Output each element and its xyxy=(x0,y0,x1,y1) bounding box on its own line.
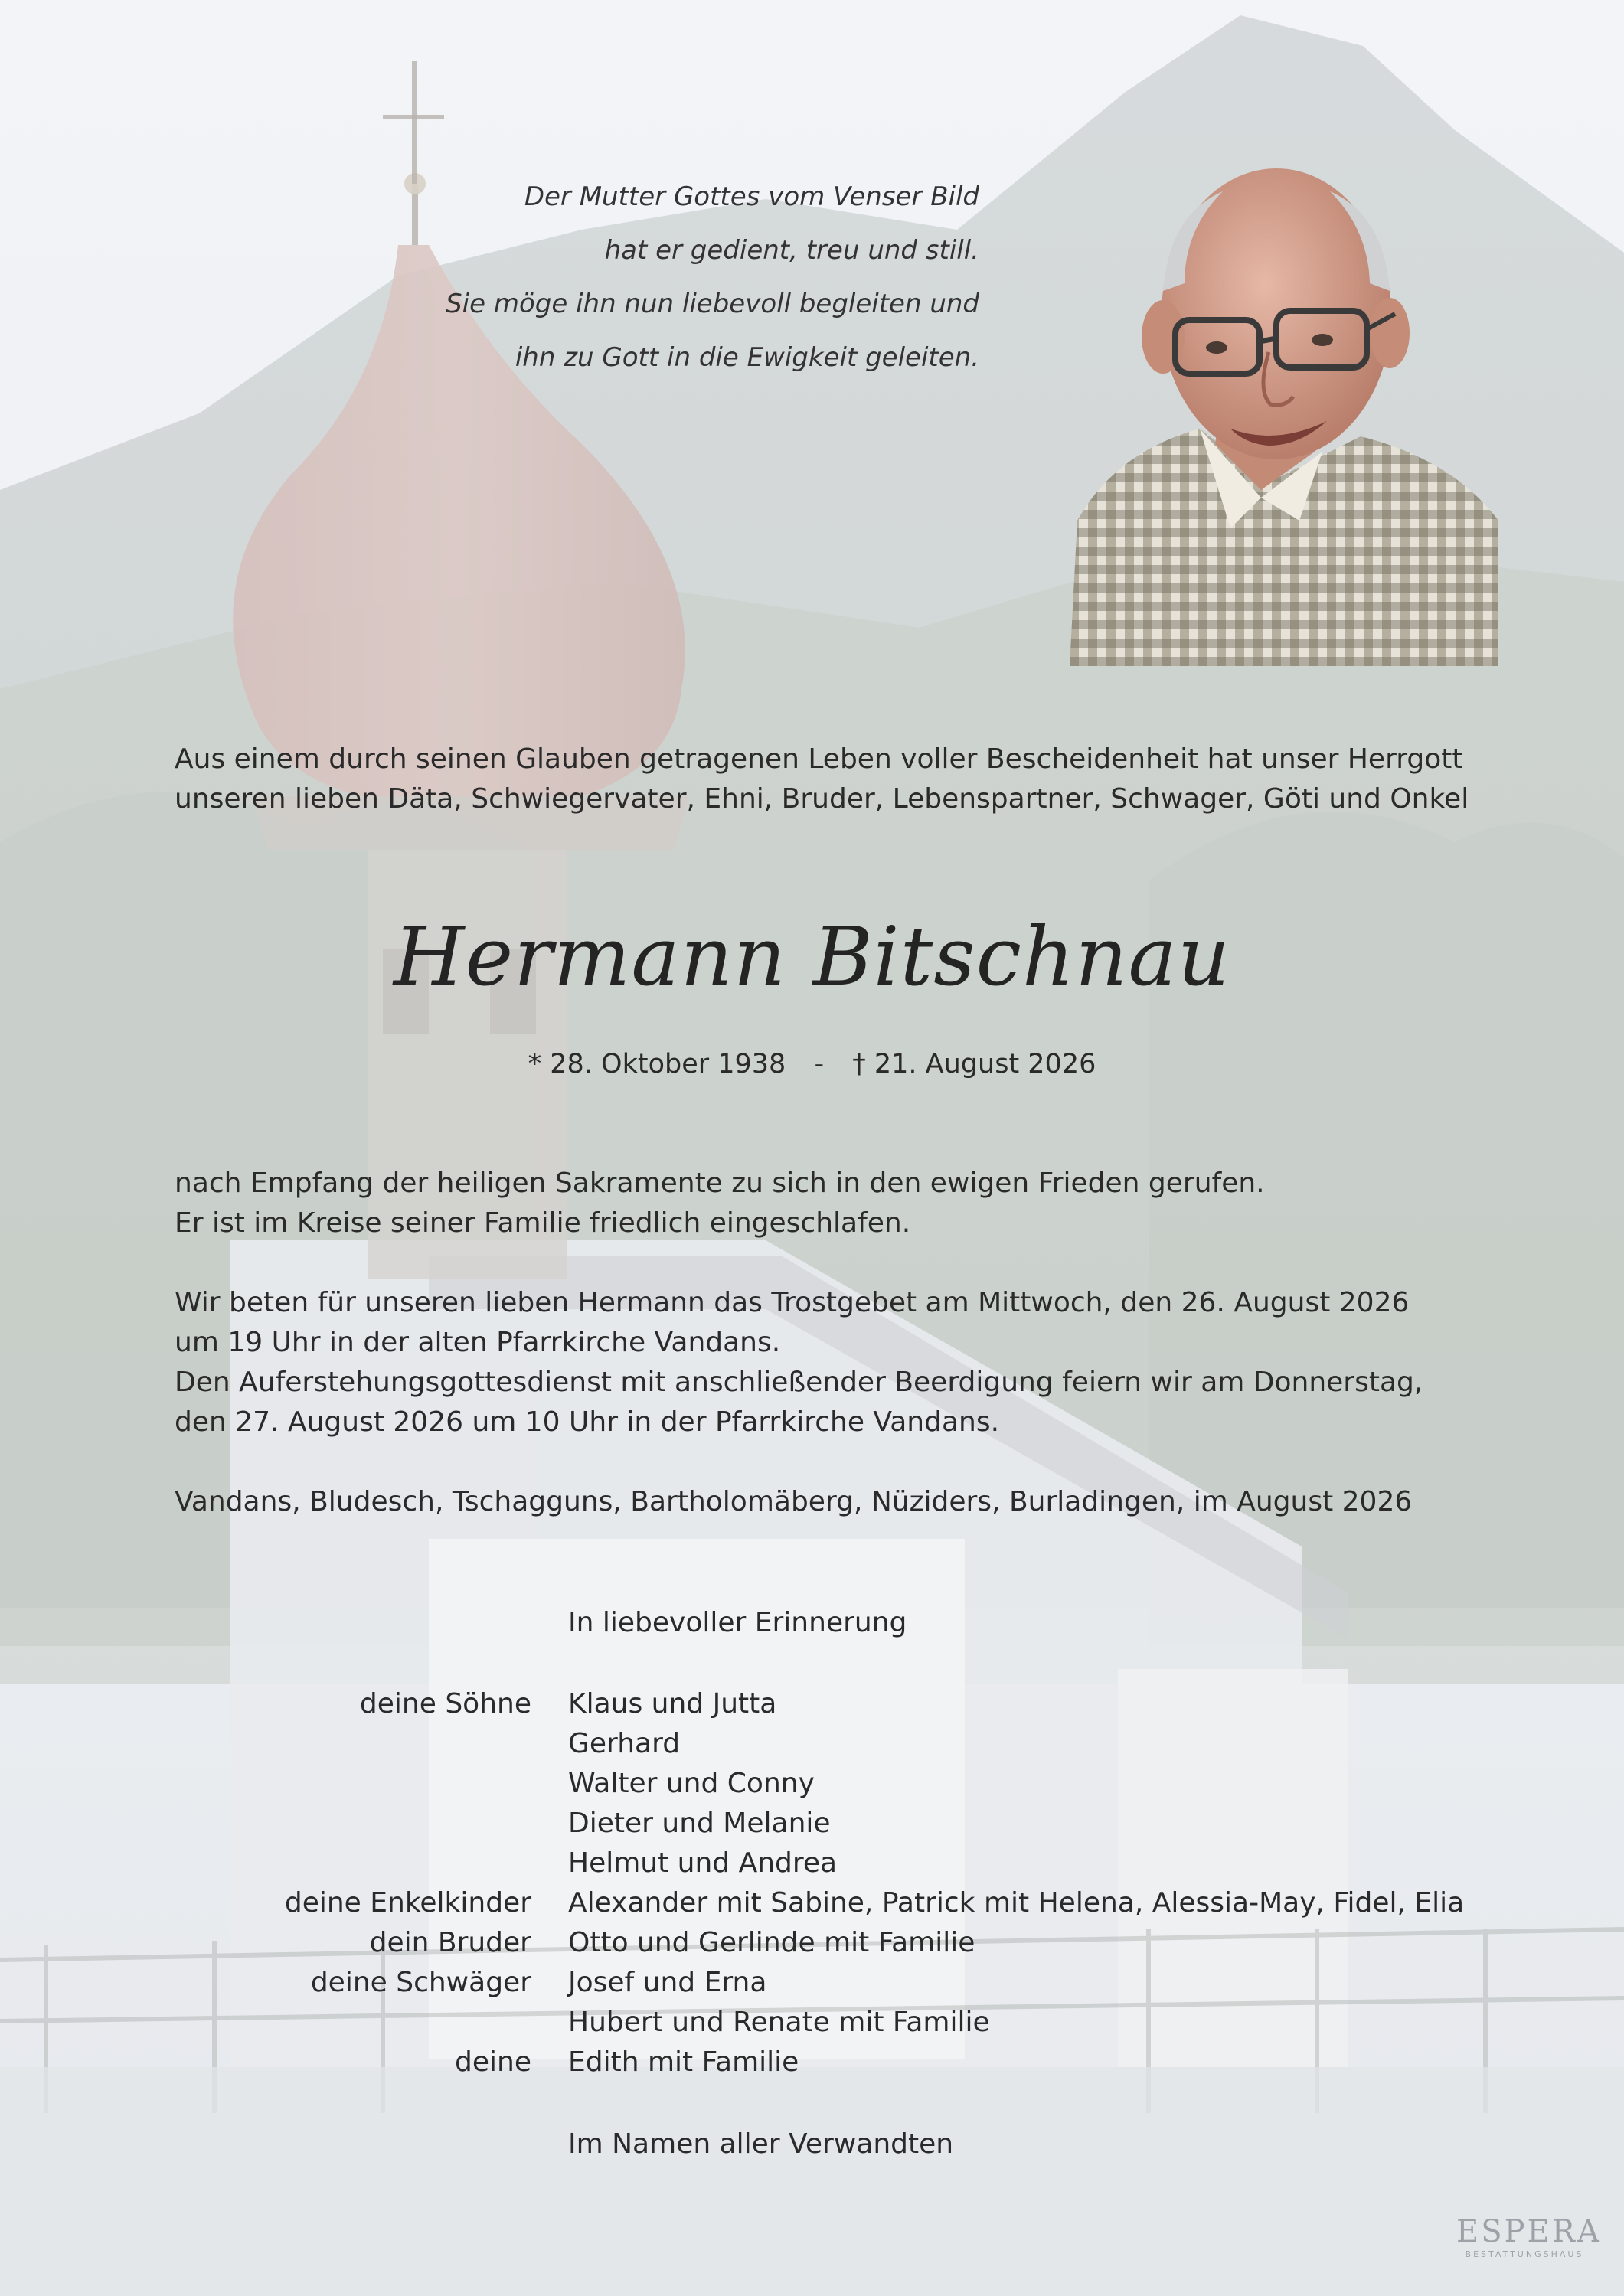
date-separator: - xyxy=(814,1049,825,1079)
mourner-row xyxy=(0,1684,1624,1724)
mourner-row xyxy=(0,2043,1624,2082)
body-line: Wir beten für unseren lieben Hermann das Trostgebet am Mittwoch, den 26. August 2026 xyxy=(175,1287,1410,1318)
intro-line: Aus einem durch seinen Glauben getragenen Leben voller Bescheidenheit hat unser Herrgott xyxy=(175,743,1463,775)
body-line: um 19 Uhr in der alten Pfarrkirche Vandans. xyxy=(175,1327,781,1358)
body-line: Er ist im Kreise seiner Familie friedlich eingeschlafen. xyxy=(175,1207,911,1239)
mourner-row xyxy=(0,1963,1624,2003)
death-date: † 21. August 2026 xyxy=(852,1049,1096,1079)
mourner-names: Dieter und Melanie xyxy=(568,1808,831,1839)
memory-heading: In liebevoller Erinnerung xyxy=(568,1607,907,1638)
mourner-relation: deine Schwäger xyxy=(310,1967,531,1998)
mourner-names: Helmut und Andrea xyxy=(568,1847,838,1879)
portrait-photo xyxy=(1070,161,1498,666)
mourner-relation: deine Enkelkinder xyxy=(284,1887,531,1919)
paragraph-gap xyxy=(175,1243,1537,1283)
intro-line: unseren lieben Däta, Schwiegervater, Ehni, Bruder, Lebenspartner, Schwager, Göti und Onkel xyxy=(175,783,1469,815)
deceased-name: Hermann Bitschnau xyxy=(394,910,1230,1004)
poem-line: hat er gedient, treu und still. xyxy=(604,235,979,266)
mourner-row xyxy=(0,1844,1624,1883)
mourner-names: Otto und Gerlinde mit Familie xyxy=(568,1927,975,1958)
mourner-names: Gerhard xyxy=(568,1728,681,1759)
closing-line: Im Namen aller Verwandten xyxy=(568,2128,954,2160)
mourner-names: Walter und Conny xyxy=(568,1768,815,1799)
poem-line: ihn zu Gott in die Ewigkeit geleiten. xyxy=(515,342,979,373)
mourner-row xyxy=(0,2003,1624,2043)
portrait-icon xyxy=(1070,161,1498,666)
mourner-row xyxy=(0,1724,1624,1764)
mourner-names: Edith mit Familie xyxy=(568,2046,799,2078)
mourner-relation: deine xyxy=(455,2046,531,2078)
mourner-names: Hubert und Renate mit Familie xyxy=(568,2007,990,2038)
poem-line: Sie möge ihn nun liebevoll begleiten und xyxy=(446,289,979,319)
mourner-row xyxy=(0,1804,1624,1844)
logo-name: ESPERA xyxy=(1456,2214,1602,2249)
poem-line: Der Mutter Gottes vom Venser Bild xyxy=(524,181,979,212)
body-line: nach Empfang der heiligen Sakramente zu sich in den ewigen Frieden gerufen. xyxy=(175,1168,1265,1199)
mourner-row xyxy=(0,1923,1624,1963)
mourner-row xyxy=(0,1764,1624,1804)
paragraph-gap xyxy=(175,1442,1537,1482)
life-dates xyxy=(0,1041,1624,1087)
body-line: Den Auferstehungsgottesdienst mit anschließender Beerdigung feiern wir am Donnerstag, xyxy=(175,1367,1423,1398)
mourner-names: Josef und Erna xyxy=(568,1967,767,1998)
mourner-relation: dein Bruder xyxy=(369,1927,531,1958)
intro-text xyxy=(175,740,1522,819)
mourners-list xyxy=(0,1684,1624,2082)
mourner-relation: deine Söhne xyxy=(359,1688,531,1720)
announcement-text xyxy=(175,1164,1537,1522)
mourner-names: Klaus und Jutta xyxy=(568,1688,777,1720)
memorial-poem xyxy=(397,170,979,384)
body-line: den 27. August 2026 um 10 Uhr in der Pfarrkirche Vandans. xyxy=(175,1406,1000,1438)
birth-date: * 28. Oktober 1938 xyxy=(528,1049,786,1079)
mourner-names: Alexander mit Sabine, Patrick mit Helena, Alessia-May, Fidel, Elia xyxy=(568,1887,1465,1919)
logo-subtitle: BESTATTUNGSHAUS xyxy=(1465,2249,1584,2259)
mourner-row xyxy=(0,1883,1624,1923)
places-line: Vandans, Bludesch, Tschagguns, Bartholomäberg, Nüziders, Burladingen, im August 2026 xyxy=(175,1486,1413,1517)
funeral-home-logo xyxy=(1456,2214,1602,2261)
